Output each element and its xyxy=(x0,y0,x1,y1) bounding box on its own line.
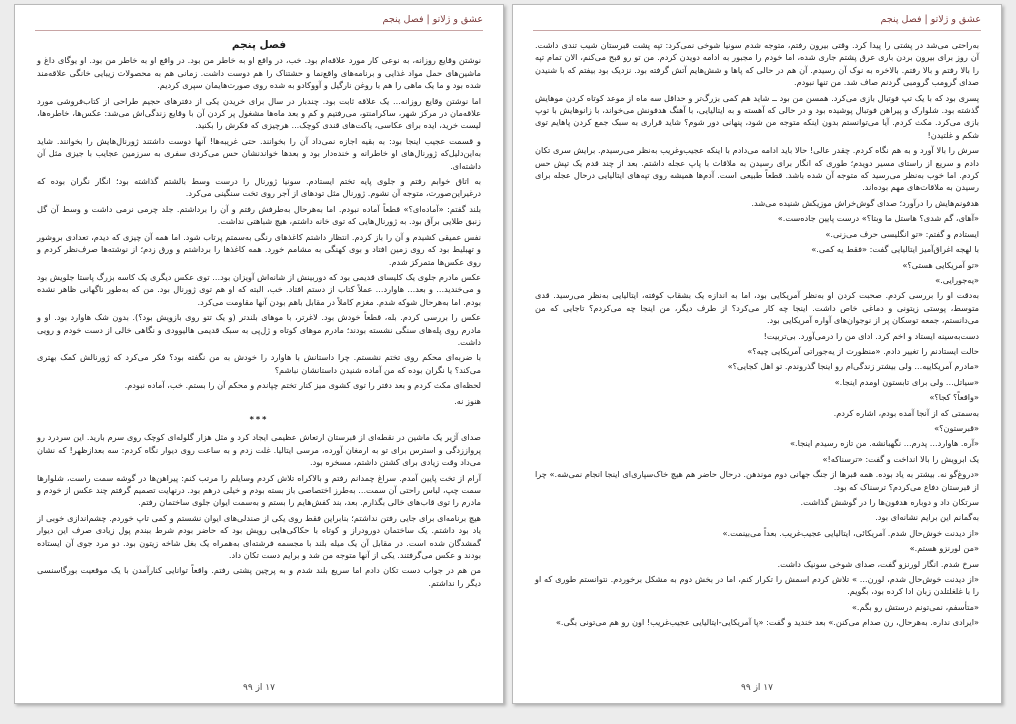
paragraph: با لهجه اغراق‌آمیز ایتالیایی گفت: «فقط یه کمی.» xyxy=(811,244,979,255)
document-page-left xyxy=(14,4,504,704)
paragraph: من هم در جواب دست تکان دادم اما سریع بلند شدم و به پرچین پشتی رفتم. واقعاً توانایی کنارآمدن با یک موقعیت بورگاسنسی دیگر را نداشتم. xyxy=(37,565,481,588)
paragraph: آرام از تخت پایین آمدم. سراغ چمدانم رفتم و بالاکراه تلاش کردم وسایلم را مرتب کنم: پیراهن‌ها در گوشه سمت راست، شلوارها سمت چپ، لباس راحتی آن سمت... به‌طرز اختصاصی باز بسته بودم و خیلی درهم بود. درنهایت تصمیم گرفتم چند عکس از خودم و مادرم را توی قاب‌های خالی بگذارم. بعد، بند کفش‌هایم را بستم و به‌سمت ایوان جلوی ساختمان رفتم. xyxy=(37,472,481,508)
page-body xyxy=(535,39,979,673)
header-rule xyxy=(35,30,483,31)
paragraph: «از دیدنت خوش‌حال شدم، لورن... » تلاش کردم اسمش را تکرار کنم، اما در بخش دوم به مشکل برخوردم. نتوانستم طوری که او را با غلغلتلدن زبان ادا کرده بود، بگویم. xyxy=(535,574,979,597)
page-number: ۱۷ از ۹۹ xyxy=(741,683,773,693)
paragraph: دست‌به‌سینه ایستاد و اخم کرد. ادای من را درمی‌آورد. بی‌تربیت! xyxy=(763,330,979,341)
paragraph: لحظه‌ای مکث کردم و بعد دفتر را توی کشوی میز کنار تختم چپاندم و محکم آن را بستم. خب، آماده نبودم. xyxy=(124,380,481,391)
paragraph: حالت ایستادنم را تغییر دادم. «منظورت از یه‌جوراتی آمریکایی چیه؟» xyxy=(747,345,979,356)
paragraph: عکس مادرم جلوی یک کلیسای قدیمی بود که دوربینش از شانه‌اش آویزان بود... توی عکس دیگری یک کاسه بزرگ پاستا جلویش بود و می‌خندید... و بعد... هاوارد... عملاً کتاب از دستم افتاد. خب، البته که او هم توی ژورنال بود. من که به‌طور ناگهانی ظاهر نشده بودم. اما به‌هرحال شوکه شدم. مغزم کاملاً در مقابل باهم بودن آنها مقاومت می‌کرد. xyxy=(37,271,481,307)
page-body xyxy=(37,39,481,673)
paragraph: ایستادم و گفتم: «تو انگلیسی حرف می‌زنی.» xyxy=(825,228,979,239)
document-page-right xyxy=(512,4,1002,704)
paragraph: هدفونم‌هایش را درآورد؛ صدای گوش‌خراش موزیکش شنیده می‌شد. xyxy=(751,197,979,208)
paragraph: به‌سمتی که از آنجا آمده بودم، اشاره کردم. xyxy=(833,407,979,418)
running-head: عشق و ژلاتو | فصل پنجم xyxy=(880,14,981,25)
paragraph: «تو آمریکایی هستی؟» xyxy=(902,259,979,270)
page-number: ۱۷ از ۹۹ xyxy=(243,683,275,693)
paragraph: با ضربه‌ای محکم روی تختم نشستم. چرا داستانش با هاوارد را خودش به من نگفته بود؟ فکر می‌کرد که ژورنالش کمک بهتری می‌کند؟ یا نگران بوده که من آماده شنیدن داستانشان نباشم؟ xyxy=(37,352,481,375)
paragraph: پسری بود که با یک تپ فوتبال بازی می‌کرد. همسن من بود ــ شاید هم کمی بزرگ‌تر و حداقل سه ماه از موعد کوتاه کردن موهایش گذشته بود. شلوارک و پیراهن فوتبال پوشیده بود و در حالی که آهسته و به ایتالیایی، با آهنگ هدفونش می‌خواند، با زانوهایش با توپ بازی می‌کرد. مکث کردم. آیا می‌توانستم بدون اینکه متوجه من شود، پنهانی دور شوم؟ شاید قراری به سبک جمع کردن پاهایم توی شکم و غلتیدن! xyxy=(535,92,979,140)
paragraph: سرش را بالا آورد و به هم نگاه کردم. چقدر عالی! حالا باید ادامه می‌دادم با اینکه عجیب‌وغریب به‌نظر می‌رسیدم. برایش سری تکان دادم و سریع از راستای مسیر دویدم؛ طوری که انگار برای رسیدن به ملاقات با پاپ عجله داشتم. بعد از چند قدم یک تپش حس کردم. اما خوب به‌نظر می‌رسید که متوجه آن شده باشد. قطعاً طبیعی است. آدم‌ها همیشه روی تپه‌های ایتالیایی درحال عجله برای رسیدن به ملاقات‌های مهم بوده‌اند. xyxy=(535,145,979,193)
paragraph: به اتاق خوابم رفتم و جلوی پایه تختم ایستادم. سونیا ژورنال را درست وسط بالشتم گذاشته بود؛ انگار نگران بوده که درغیراین‌صورت، متوجه آن نشوم. ژورنال مثل تودهای از آجر روی تخت سنگینی می‌کرد. xyxy=(37,176,481,199)
paragraph: به‌دقت او را بررسی کردم. صحبت کردن او به‌نظر آمریکایی بود، اما به اندازه یک بشقاب کوفته، ایتالیایی به‌نظر می‌رسید. قدی متوسط، پوستی زیتونی و دماغی خاص داشت. اینجا چه کار می‌کرد؟ از طرف دیگر، من اینجا چه می‌کردم؟ تاجایی که من می‌دانستم، جمعه توسکان پر از نوجوان‌های آواره آمریکایی بود. xyxy=(535,290,979,326)
paragraph: یک ابرویش را بالا انداخت و گفت: «ترسناکه!» xyxy=(822,453,979,464)
paragraph: صدای آژیر یک ماشین در نقطه‌ای از قبرستان ارتعاش عظیمی ایجاد کرد و مثل هزار گلوله‌ای کوچک روی سرم بارید. این سردرد رو پرواززدگی و استرس برای تو به ارمغان آورده، مرسی ایتالیا. غلت زدم و به ساعت روی دیوار نگاه کردم: سه بعدازظهر! که نشان می‌داد وقت زیادی برای کشتن داشتم، مسخره بود. xyxy=(37,432,481,468)
paragraph: «آهای، گم شدی؟ هاستل ما وبتا؟» درست پایین جاده‌ست.» xyxy=(777,213,979,224)
paragraph: «من لورنزو هستم.» xyxy=(909,543,979,554)
paragraph: «ایرادی نداره. به‌هرحال، رن صدام می‌کنن.» بعد خندید و گفت: «پا آمریکایی-ایتالیایی عجیب‌غریب! اون رو هم می‌تونی بگی.» xyxy=(555,617,979,628)
paragraph: «دروغ‌گو نه. بیشتر به یاد بوده. همه قبرها از جنگ جهانی دوم موندهن. درحال حاضر هم هیچ خاک‌سپاری‌ای اینجا انجام نمی‌شه.» چرا از قبرستان دفاع می‌کردم؟ ترسناک که بود. xyxy=(535,469,979,492)
paragraph: «آره. هاوارد... پدرم... نگهبانشه. من تازه رسیدم اینجا.» xyxy=(789,438,979,449)
paragraph: به‌گمانم این برایم نشانه‌ای بود. xyxy=(875,512,979,523)
paragraph: نوشتن وقایع روزانه، به نوعی کار مورد علاقه‌ام بود. خب، در واقع او به خاطر من بود. در واقع او به خاطر من بود. او یوگای داغ و ماشین‌های حمل مواد غذایی و برنامه‌های واقع‌نما و حشتناک را هم دوست داشت. زمانی هم به محصولات زیبایی خانگی علاقه‌مند شده بود و ما یک ماهی را هم با روغن نارگیل و آووکادو به شده روی صورت‌هایمان سپری کردیم. xyxy=(37,55,481,91)
paragraph: بلند گفتم: «آماده‌ای؟» قطعاً آماده نبودم. اما به‌هرحال به‌طرفش رفتم و آن را برداشتم. جلد چرمی نرمی داشت و وسط آن گل زنبق طلایی برآق بود. به ژورنال‌هایی که توی خانه داشتم، هیچ شباهتی نداشت. xyxy=(37,203,481,227)
paragraph: «یه‌جورایی.» xyxy=(935,274,979,285)
section-divider: *** xyxy=(249,413,269,424)
paragraph: سرتکان داد و دوباره هدفون‌ها را در گوشش گذاشت. xyxy=(800,497,979,507)
paragraph: نفس عمیقی کشیدم و آن را باز کردم. انتظار داشتم کاغذهای رنگی به‌سمتم پرتاب شود. اما همه آن چیزی که دیدم، تعدادی بروشور و تهبلیط بود که روی زمین افتاد و بوی کهنگی به مشامم خورد. همه کاغذها را برداشتم و ورق زدم؛ از نوشته‌ها صرف‌نظر کردم و روی عکس‌ها متمرکز شدم. xyxy=(37,231,481,267)
paragraph: و قسمت عجیب اینجا بود: به بقیه اجازه نمی‌داد آن را بخوانند. حتی غریبه‌ها! آنها دوست داشتند ژورنال‌هایش را بخوانند. شاید به‌این‌دلیل‌که ژورنال‌های او خاطرانه و خنده‌دار بود و بعدها خواندنشان حس می‌کردی سفری به سرزمین عجایب با جیزی مثل آن داشته‌ای. xyxy=(37,135,481,171)
paragraph: «سیاتل... ولی برای تابستون اومدم اینجا.» xyxy=(834,376,979,387)
paragraph: «واقعاً؟ کجا؟» xyxy=(929,392,979,403)
paragraph: «از دیدنت خوش‌حال شدم. آمریکائی، ایتالیایی عجیب‌غریب. بعداً می‌بینمت.» xyxy=(722,527,979,538)
running-head: عشق و ژلاتو | فصل پنجم xyxy=(382,14,483,25)
paragraph: هیچ برنامه‌ای برای جایی رفتن نداشتم؛ بنابراین فقط روی یکی از صندلی‌های ایوان نشستم و کمی تاپ خوردم. چشم‌اندازی خوبی از یاد بود داشتم. یک ساختمان دورودراز و کوتاه با حکاکی‌هایی رویش بود که حاضر بودم شرط ببندم پول زیادی صرف این دیوار گمشدگان شده است. در مقابل آن یک میله بلند با مجسمه فرشته‌ای به‌همراه یک بغل شاخه زیتون بود. دو مرد جوی آن ایستاده بودند و عکس می‌گرفتند. یکی از آنها متوجه من شد و برایم دست تکان داد. xyxy=(37,512,481,561)
header-rule xyxy=(533,30,981,31)
paragraph: به‌راحتی می‌شد در پشتی را پیدا کرد. وقتی بیرون رفتم، متوجه شدم سونیا شوخی نمی‌کرد: تپه پشت قبرستان شیب تندی داشت. آن روز برای بیرون بردن باری عرق پشتم جاری شده، اما خودم را مجبور به ادامه دویدن کردم. من تو رو قبح می‌کنم، الان تمام تپه را بالا رفتم و بالا رفتم. بالاخره به نوک آن رسیدم. آن هم در حالی که پاها و شش‌هایم آتش گرفته بود. نزدیک بود بیفتم که با شنیدن صدای گرومب گرومبی گردنم صاف شد. من تنها نبودم. xyxy=(535,40,979,88)
paragraph: «مادرم آمریکاییه... ولی بیشتر زندگی‌ام رو اینجا گذروندم. تو اهل کجایی؟» xyxy=(727,361,979,372)
paragraph: سرخ شدم. انگار لورنزو گفت، صدای شوخی سونیک داشت. xyxy=(777,558,979,569)
paragraph: عکس را بررسی کردم. بله، قطعاً خودش بود. لاغرتر، با موهای بلندتر (و یک تتو روی بازویش بود؟). بدون شک هاوارد بود. او و مادرم روی پله‌های سنگی نشسته بودند؛ مادرم موهای کوتاه و ژل‌پی به سبک قدیمی هالیوودی و نگاهی خالی از دست خودم و رویی داشت. xyxy=(37,312,481,347)
chapter-title: فصل پنجم xyxy=(231,39,287,51)
paragraph: هنوز نه. xyxy=(454,395,481,406)
paragraph: اما نوشتن وقایع روزانه... یک علاقه ثابت بود. چندبار در سال برای خریدن یکی از دفترهای حجیم طراحی از کتاب‌فروشی مورد علاقه‌مان در مرکز شهر، ساکرامنتو، می‌رفتیم و کم و بعد ماه‌ها مشغول پر کردن آن با وقایع زندگی‌اش می‌شد: عکس‌ها، خاطره‌ها، لیست خرید، ایده برای عکاسی، یاکت‌های قندی کوچک... هرچیزی که فکرش را بکنید. xyxy=(37,95,481,131)
paragraph: «متأسفم، نمی‌تونم درستش رو بگم.» xyxy=(851,601,979,612)
paragraph: «قبرستون؟» xyxy=(934,422,979,433)
